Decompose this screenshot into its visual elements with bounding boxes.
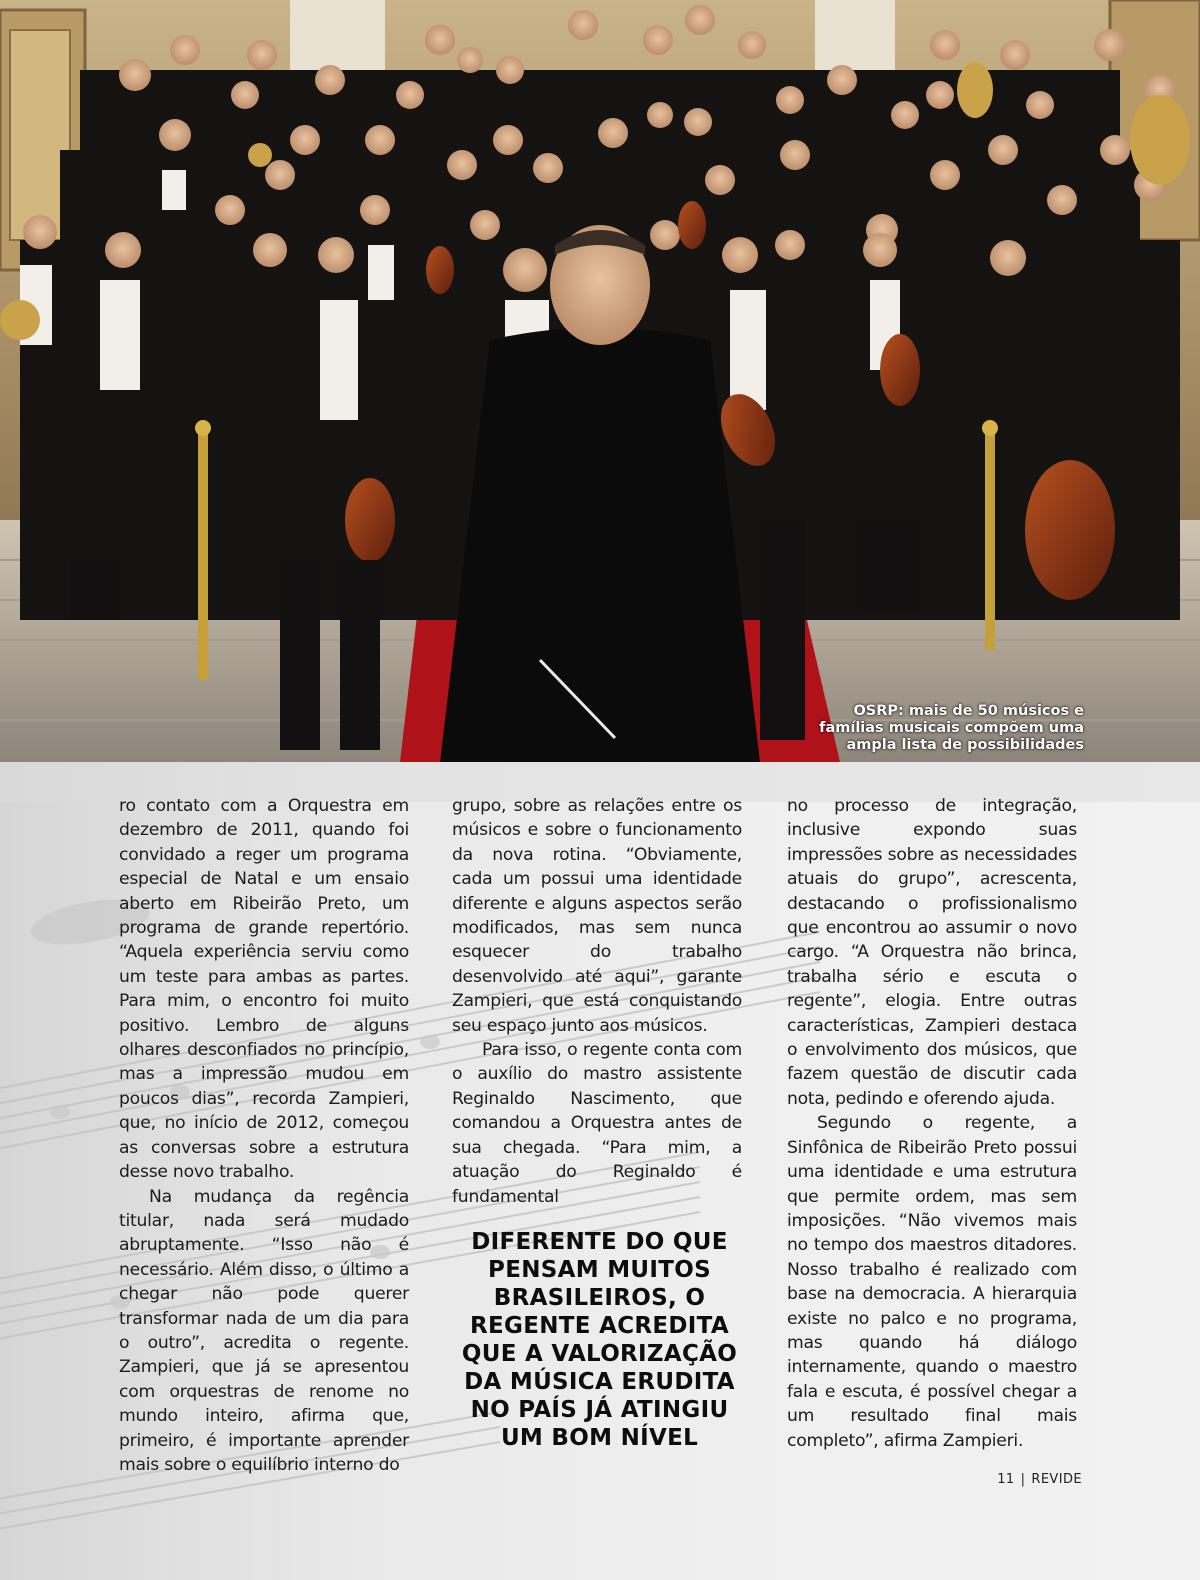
folio-separator: | bbox=[1020, 1472, 1026, 1487]
article-column-1 bbox=[119, 794, 409, 1477]
article-paragraph: grupo, sobre as relações entre os músicos e sobre o funcionamento da nova rotina. “Obviamente, cada um possui uma identidade diferente e alguns aspectos serão modificados, mas sem nunca esquecer do trabalho desenvolvido até aqui”, garante Zampieri, que está conquistando seu espaço junto aos músicos. bbox=[452, 796, 742, 1036]
page-number: 11 bbox=[997, 1472, 1015, 1487]
orchestra-illustration bbox=[0, 0, 1200, 762]
photo-caption: OSRP: mais de 50 músicos e famílias musicais compõem uma ampla lista de possibilidades bbox=[819, 703, 1084, 753]
article-column-2 bbox=[452, 794, 742, 1209]
page-folio bbox=[997, 1472, 1082, 1487]
orchestra-photo bbox=[0, 0, 1200, 762]
article-paragraph: Segundo o regente, a Sinfônica de Ribeirão Preto possui uma identidade e uma estrutura que permite ordem, mas sem imposições. “Não vivemos mais no tempo dos maestros ditadores. Nosso trabalho é realizado com base na democracia. A hierarquia existe no palco e no programa, mas quando há diálogo internamente, quando o maestro fala e escuta, é possível chegar a um resultado final mais completo”, afirma Zampieri. bbox=[787, 1113, 1077, 1451]
article-paragraph: ro contato com a Orquestra em dezembro de 2011, quando foi convidado a reger um programa especial de Natal e um ensaio aberto em Ribeirão Preto, um programa de grande repertório. “Aquela experiência serviu como um teste para ambas as partes. Para mim, o encontro foi muito positivo. Lembro de alguns olhares desconfiados no princípio, mas a impressão mudou em poucos dias”, recorda Zampieri, que, no início de 2012, começou as conversas sobre a estrutura desse novo trabalho. bbox=[119, 796, 409, 1183]
magazine-name: REVIDE bbox=[1031, 1472, 1082, 1487]
article-column-3 bbox=[787, 794, 1077, 1453]
article-paragraph: no processo de integração, inclusive expondo suas impressões sobre as necessidades atuais do grupo”, acrescenta, destacando o profissionalismo que encontrou ao assumir o novo cargo. “A Orquestra não brinca, trabalha sério e escuta o regente”, elogia. Entre outras características, Zampieri destaca o envolvimento dos músicos, que fazem questão de discutir cada nota, pedindo e oferendo ajuda. bbox=[787, 796, 1077, 1109]
article-paragraph: Na mudança da regência titular, nada será mudado abruptamente. “Isso não é necessário. Além disso, o último a chegar não pode querer transformar nada de um dia para o outro”, acredita o regente. Zampieri, que já se apresentou com orquestras de renome no mundo inteiro, afirma que, primeiro, é importante aprender mais sobre o equilíbrio interno do bbox=[119, 1186, 409, 1475]
pull-quote: DIFERENTE DO QUE PENSAM MUITOS BRASILEIROS, O REGENTE ACREDITA QUE A VALORIZAÇÃO DA MÚSICA ERUDITA NO PAÍS JÁ ATINGIU UM BOM NÍVEL bbox=[461, 1229, 738, 1451]
article-paragraph: Para isso, o regente conta com o auxílio do mastro assistente Reginaldo Nascimento, que comandou a Orquestra antes de sua chegada. “Para mim, a atuação do Reginaldo é fundamental bbox=[452, 1040, 742, 1207]
